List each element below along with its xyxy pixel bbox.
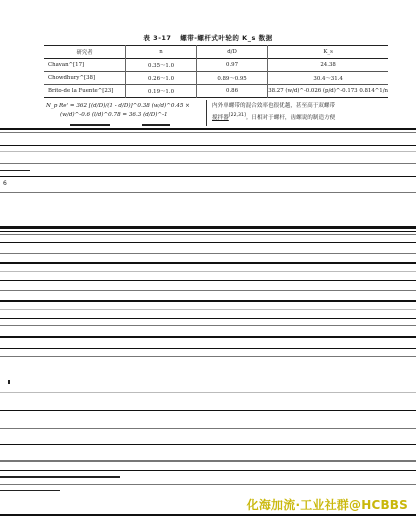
scan-line	[0, 428, 416, 429]
cell-d-over-D: 0.89～0.95	[196, 72, 267, 85]
scan-line	[0, 470, 416, 471]
scan-line	[0, 192, 416, 193]
table-row	[44, 59, 388, 72]
scan-line	[0, 145, 416, 146]
header-researcher: 研究者	[76, 50, 93, 56]
scan-line	[0, 318, 416, 319]
cell-researcher: Chowdhury^[38]	[48, 75, 96, 81]
scan-line	[0, 300, 416, 302]
table-caption	[0, 33, 416, 42]
scan-line	[0, 514, 416, 516]
scan-line	[0, 132, 416, 133]
paragraph-line-2-rest: 。日相对于螺杆，齿螺说的制造方便	[245, 114, 336, 121]
watermark: 化海加流·工业社群@HCBBS	[246, 498, 408, 512]
scan-line	[0, 234, 416, 235]
scan-fragment	[0, 490, 60, 491]
cell-ks: 30.4～31.4	[268, 72, 388, 85]
cell-ks: 24.38	[268, 59, 388, 72]
header-d-over-D: d/D	[196, 46, 267, 59]
scan-line	[0, 253, 416, 254]
table-row	[44, 72, 388, 85]
cell-ks: 38.27 (w/d)^-0.026 (p/d)^-0.173 0.814^1/n	[268, 85, 388, 98]
scan-fragment	[8, 380, 10, 384]
cell-n: 0.19～1.0	[126, 85, 197, 98]
power-equation	[46, 102, 204, 120]
scan-line	[0, 231, 416, 232]
scan-fragment	[0, 476, 120, 478]
scan-line	[0, 262, 416, 264]
scan-line	[0, 151, 416, 152]
cell-researcher: Chavan^[17]	[48, 62, 85, 68]
table-number: 表 3-17	[143, 34, 172, 42]
cell-n: 0.35～1.0	[126, 59, 197, 72]
underlined-term: 搅拌器	[212, 114, 229, 121]
table-row	[44, 85, 388, 98]
scan-line	[0, 128, 416, 130]
cell-d-over-D: 0.86	[196, 85, 267, 98]
scan-line	[0, 226, 416, 229]
scan-line	[0, 348, 416, 349]
ks-data-table	[44, 45, 388, 98]
scan-fragment	[0, 170, 30, 171]
scan-line	[0, 176, 416, 177]
scan-line	[0, 242, 416, 243]
scan-line	[0, 280, 416, 281]
paragraph-line-2	[212, 111, 408, 123]
scan-line	[0, 392, 416, 393]
scan-line	[0, 460, 416, 462]
equation-line-2: (w/d)^-0.6 (l/d)^0.78 = 36.3 (d/D)^-1	[60, 112, 168, 118]
header-n: n	[126, 46, 197, 59]
reference-mark: [22,31]	[228, 113, 246, 118]
scan-line	[0, 410, 416, 411]
table-title: 螺带-螺杆式叶轮的 K_s 数据	[180, 34, 273, 42]
cell-n: 0.26～1.0	[126, 72, 197, 85]
scan-line	[0, 484, 416, 485]
scan-fragment	[70, 124, 110, 126]
scan-line	[0, 356, 416, 357]
cell-d-over-D: 0.97	[196, 59, 267, 72]
scan-fragment	[142, 124, 170, 126]
scan-line	[0, 290, 416, 291]
scan-line	[0, 309, 416, 310]
table-header-row	[44, 46, 388, 59]
paragraph-line-1: 内外单螺带的混合效率也很优越，甚至高于双螺带	[212, 103, 336, 109]
cell-researcher: Brito-de la Fuente^[23]	[48, 88, 114, 94]
scan-line	[0, 271, 416, 272]
equation-line-1: N_p Re' = 362 [(d/D)/(1 - d/D)]^0.38 (w/d)^0.45 ×	[46, 103, 190, 109]
scan-line	[0, 163, 416, 164]
margin-numeral: 6	[3, 180, 7, 187]
header-ks: K_s	[268, 46, 388, 59]
body-paragraph	[212, 102, 408, 123]
scan-line	[0, 325, 416, 326]
scan-line	[0, 444, 416, 445]
scan-line	[0, 336, 416, 338]
column-divider	[206, 100, 207, 126]
